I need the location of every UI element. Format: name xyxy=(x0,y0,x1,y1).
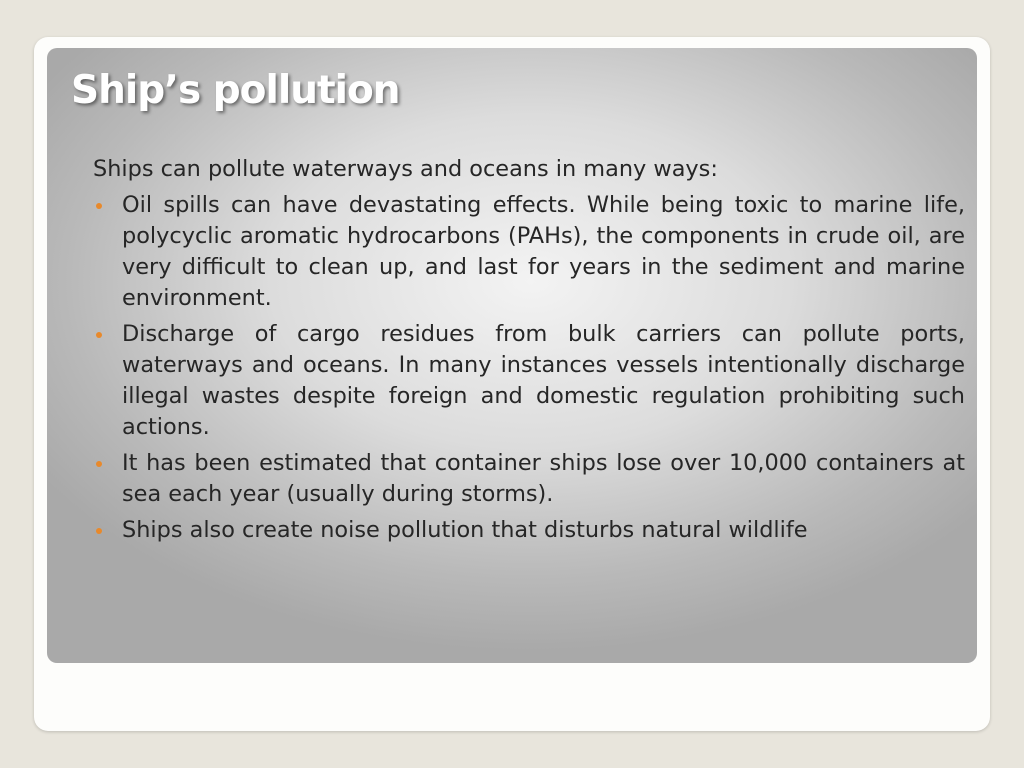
bullet-dot-icon xyxy=(96,332,102,338)
bullet-list xyxy=(93,190,965,546)
bullet-text: It has been estimated that container ships lose over 10,000 containers at sea each year (usually during storms). xyxy=(122,450,965,507)
bullet-text: Discharge of cargo residues from bulk carriers can pollute ports, waterways and oceans. In many instances vessels intentionally discharge illegal wastes despite foreign and domestic regulation prohibiting such actions. xyxy=(122,321,965,440)
intro-text: Ships can pollute waterways and oceans in many ways: xyxy=(93,156,718,182)
bullet-text: Ships also create noise pollution that disturbs natural wildlife xyxy=(122,517,808,543)
slide-body xyxy=(93,154,965,551)
bullet-dot-icon xyxy=(96,203,102,209)
slide-frame xyxy=(34,37,990,731)
bullet-item xyxy=(93,319,965,443)
bullet-dot-icon xyxy=(96,528,102,534)
bullet-item xyxy=(93,448,965,510)
bullet-text: Oil spills can have devastating effects. While being toxic to marine life, polycyclic aromatic hydrocarbons (PAHs), the components in crude oil, are very difficult to clean up, and last for years in the sediment and marine environment. xyxy=(122,192,965,311)
content-panel xyxy=(47,48,977,663)
bullet-item xyxy=(93,190,965,314)
bullet-item xyxy=(93,515,965,546)
bullet-dot-icon xyxy=(96,461,102,467)
slide-title: Ship’s pollution xyxy=(71,68,400,113)
